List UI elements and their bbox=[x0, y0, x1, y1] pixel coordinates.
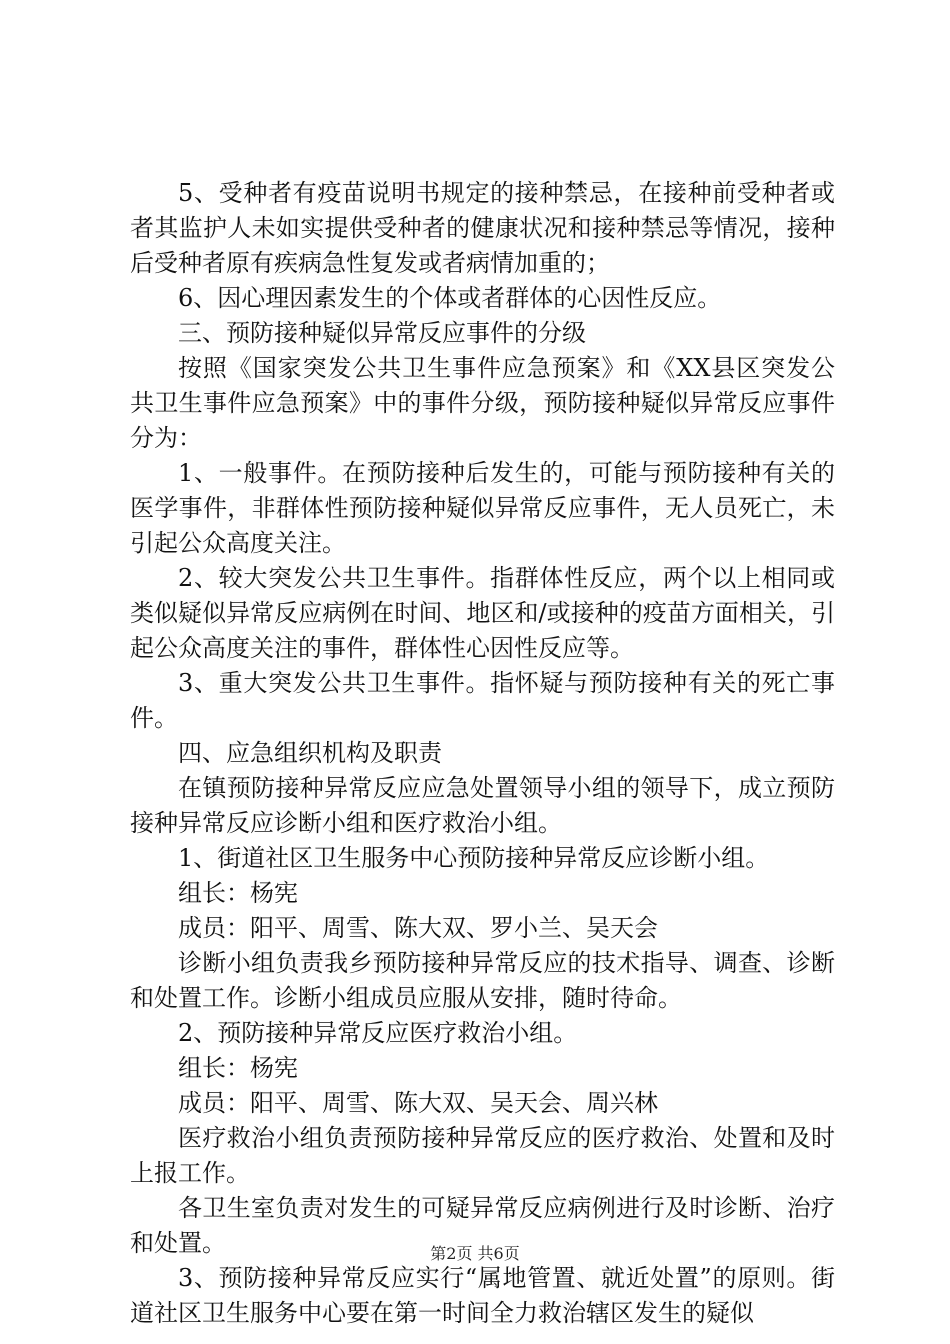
paragraph: 3、预防接种异常反应实行“属地管置、就近处置”的原则。街道社区卫生服务中心要在第一时间全力救治辖区发生的疑似 bbox=[130, 1264, 835, 1327]
paragraph: 2、预防接种异常反应医疗救治小组。 bbox=[178, 1019, 578, 1047]
paragraph: 5、受种者有疫苗说明书规定的接种禁忌，在接种前受种者或者其监护人未如实提供受种者的健康状况和接种禁忌等情况，接种后受种者原有疾病急性复发或者病情加重的； bbox=[130, 179, 835, 277]
paragraph: 成员：阳平、周雪、陈大双、罗小兰、吴天会 bbox=[178, 914, 658, 942]
paragraph: 诊断小组负责我乡预防接种异常反应的技术指导、调查、诊断和处置工作。诊断小组成员应服从安排，随时待命。 bbox=[130, 949, 835, 1012]
paragraph: 按照《国家突发公共卫生事件应急预案》和《XX县区突发公共卫生事件应急预案》中的事件分级，预防接种疑似异常反应事件分为： bbox=[130, 354, 835, 452]
paragraph: 医疗救治小组负责预防接种异常反应的医疗救治、处置和及时上报工作。 bbox=[130, 1124, 835, 1187]
paragraph: 6、因心理因素发生的个体或者群体的心因性反应。 bbox=[178, 284, 722, 312]
paragraph: 成员：阳平、周雪、陈大双、吴天会、周兴林 bbox=[178, 1089, 658, 1117]
paragraph: 2、较大突发公共卫生事件。指群体性反应，两个以上相同或类似疑似异常反应病例在时间、地区和/或接种的疫苗方面相关，引起公众高度关注的事件，群体性心因性反应等。 bbox=[130, 564, 835, 662]
paragraph: 1、一般事件。在预防接种后发生的，可能与预防接种有关的医学事件，非群体性预防接种疑似异常反应事件，无人员死亡，未引起公众高度关注。 bbox=[130, 459, 835, 557]
paragraph: 在镇预防接种异常反应应急处置领导小组的领导下，成立预防接种异常反应诊断小组和医疗救治小组。 bbox=[130, 774, 835, 837]
page-footer: 第2页 共6页 bbox=[430, 1244, 520, 1263]
paragraph: 3、重大突发公共卫生事件。指怀疑与预防接种有关的死亡事件。 bbox=[130, 669, 835, 732]
section-heading: 三、预防接种疑似异常反应事件的分级 bbox=[178, 319, 586, 347]
document-body bbox=[130, 176, 835, 1331]
paragraph: 组长：杨宪 bbox=[178, 1054, 298, 1082]
paragraph: 1、街道社区卫生服务中心预防接种异常反应诊断小组。 bbox=[178, 844, 770, 872]
section-heading: 四、应急组织机构及职责 bbox=[178, 739, 442, 767]
paragraph: 组长：杨宪 bbox=[178, 879, 298, 907]
paragraph: 各卫生室负责对发生的可疑异常反应病例进行及时诊断、治疗和处置。 bbox=[130, 1194, 835, 1257]
